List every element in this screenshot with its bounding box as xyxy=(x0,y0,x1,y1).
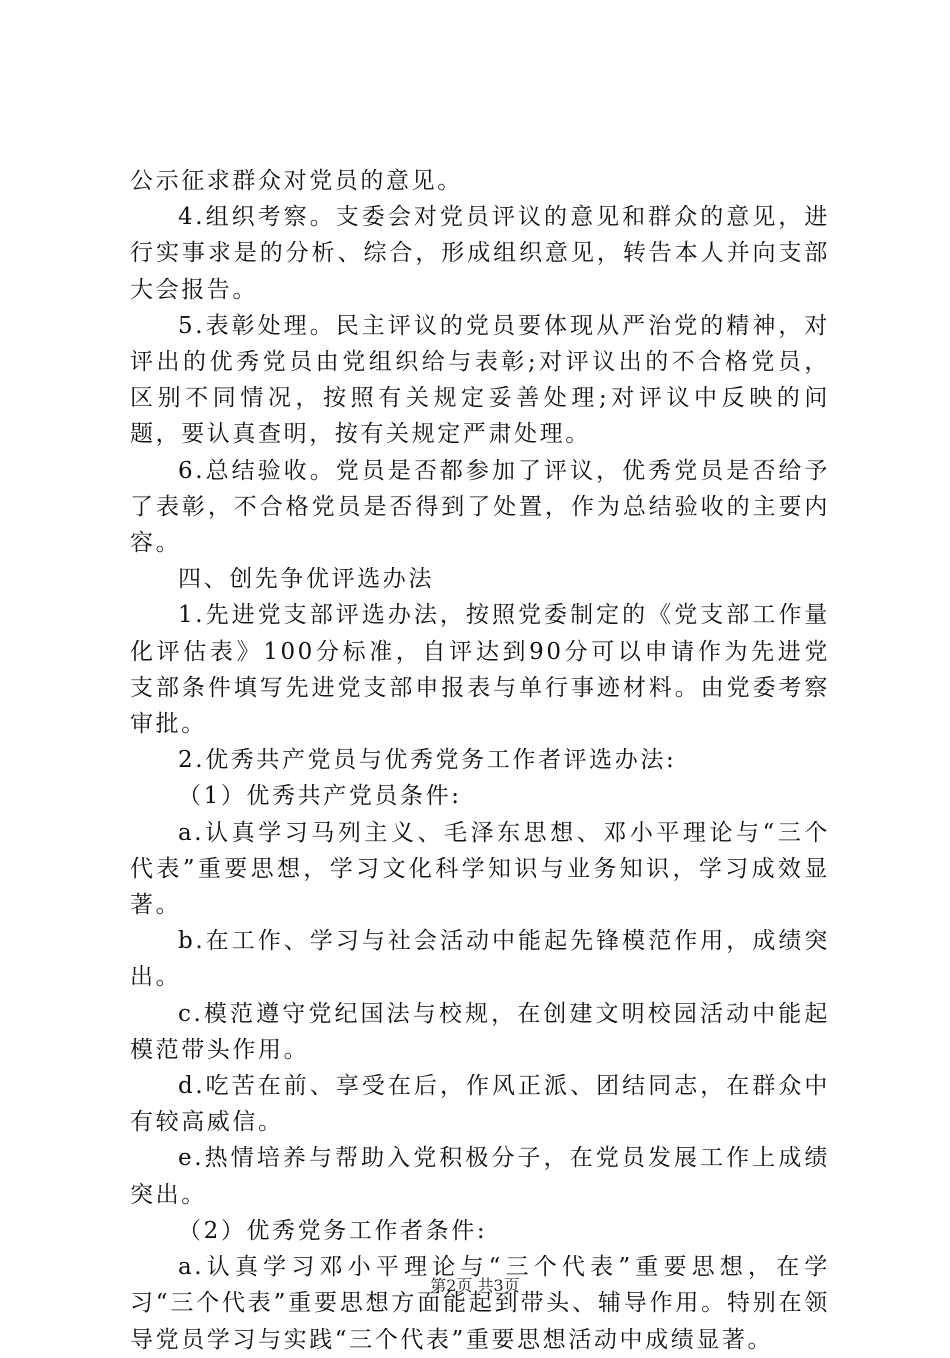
list-item: b.在工作、学习与社会活动中能起先锋模范作用，成绩突出。 xyxy=(130,928,830,991)
list-item: d.吃苦在前、享受在后，作风正派、团结同志，在群众中有较高威信。 xyxy=(130,1073,830,1136)
list-item: a.认真学习马列主义、毛泽东思想、邓小平理论与“三个代表”重要思想，学习文化科学知识与业务知识，学习成效显著。 xyxy=(130,819,830,919)
subheading: （1）优秀共产党员条件: xyxy=(178,783,462,810)
list-item: c.模范遵守党纪国法与校规，在创建文明校园活动中能起模范带头作用。 xyxy=(130,1000,830,1063)
section-heading: 四、创先争优评选办法 xyxy=(178,566,434,593)
page-number-footer: 第2页 共3页 xyxy=(430,1276,520,1295)
list-item: e.热情培养与帮助入党积极分子，在党员发展工作上成绩突出。 xyxy=(130,1145,830,1208)
document-body xyxy=(130,163,830,1358)
paragraph: 2.优秀共产党员与优秀党务工作者评选办法: xyxy=(178,747,677,774)
paragraph: 6.总结验收。党员是否都参加了评议，优秀党员是否给予了表彰，不合格党员是否得到了处置，作为总结验收的主要内容。 xyxy=(130,457,830,557)
paragraph: 4.组织考察。支委会对党员评议的意见和群众的意见，进行实事求是的分析、综合，形成组织意见，转告本人并向支部大会报告。 xyxy=(130,204,830,303)
paragraph: 公示征求群众对党员的意见。 xyxy=(130,168,463,194)
paragraph: 5.表彰处理。民主评议的党员要体现从严治党的精神，对评出的优秀党员由党组织给与表彰;对评议出的不合格党员，区别不同情况，按照有关规定妥善处理;对评议中反映的问题，要认真查明，按有关规定严肃处理。 xyxy=(130,312,830,448)
list-item: a.认真学习邓小平理论与“三个代表”重要思想，在学习“三个代表”重要思想方面能起到带头、辅导作用。特别在领导党员学习与实践“三个代表”重要思想活动中成绩显著。 xyxy=(130,1254,830,1353)
paragraph: 1.先进党支部评选办法，按照党委制定的《党支部工作量化评估表》100分标准，自评达到90分可以申请作为先进党支部条件填写先进党支部申报表与单行事迹材料。由党委考察审批。 xyxy=(130,602,830,738)
subheading: （2）优秀党务工作者条件: xyxy=(178,1217,488,1244)
